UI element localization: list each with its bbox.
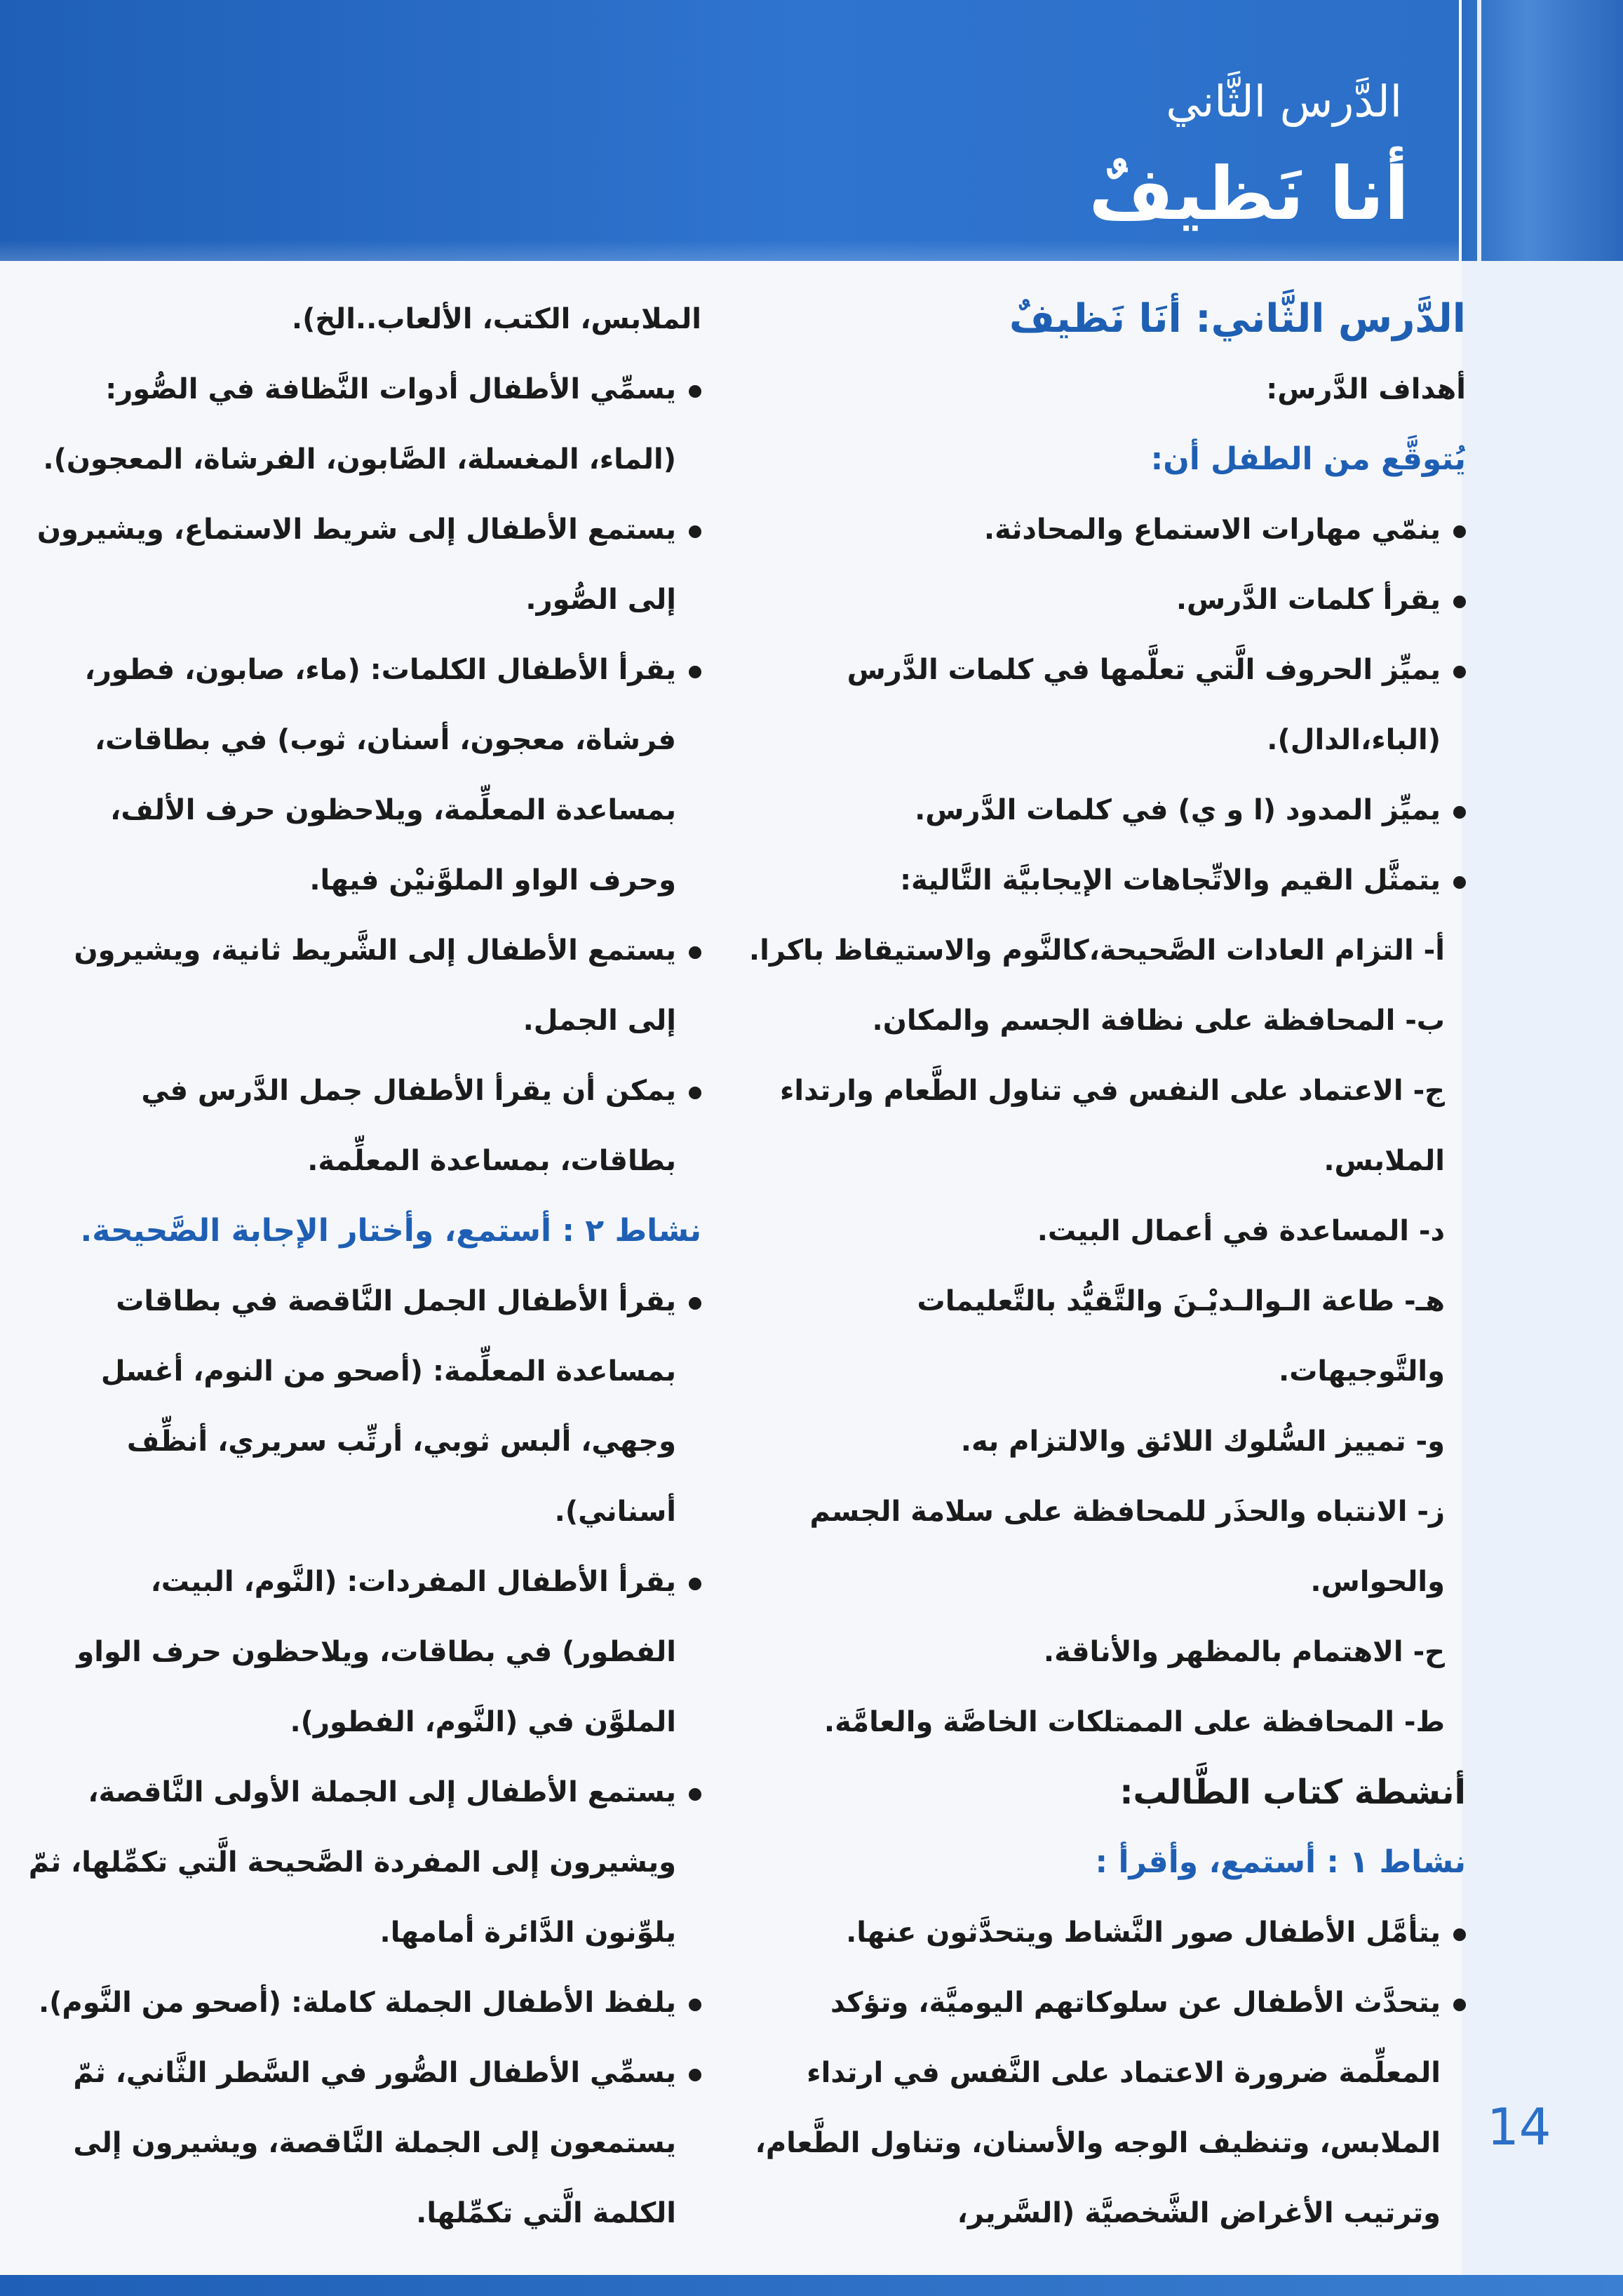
- header-side-strip: [1459, 0, 1623, 261]
- value-item: ح- الاهتمام بالمظهر والأناقة.: [1043, 1636, 1445, 1668]
- right-column: [743, 284, 1466, 2248]
- objective-item: يميِّز المدود (ا و ي) في كلمات الدَّرس.: [743, 775, 1466, 845]
- activity1-item: يمكن أن يقرأ الأطفال جمل الدَّرس في بطاقات، بمساعدة المعلِّمة.: [28, 1056, 701, 1196]
- activity2-item: يقرأ الأطفال الجمل النَّاقصة في بطاقات بمساعدة المعلِّمة: (أصحو من النوم، أغسل وجهي، ألبس ثوبي، أرتِّب سريري، أنظِّف أسناني).: [28, 1266, 701, 1547]
- objective-item: يتمثَّل القيم والاتِّجاهات الإيجابيَّة التَّالية:: [743, 845, 1466, 915]
- continuation-line: الملابس، الكتب، الألعاب..الخ).: [291, 303, 701, 335]
- objective-item: يميِّز الحروف الَّتي تعلَّمها في كلمات الدَّرس (الباء،الدال).: [743, 635, 1466, 775]
- bottom-bar: [0, 2275, 1623, 2296]
- activity2-item: يستمع الأطفال إلى الجملة الأولى النَّاقصة، ويشيرون إلى المفردة الصَّحيحة الَّتي تكمِّلها، ثمّ يلوِّنون الدَّائرة أمامها.: [28, 1757, 701, 1968]
- value-item: د- المساعدة في أعمال البيت.: [1037, 1215, 1445, 1247]
- value-item: و- تمييز السُّلوك اللائق والالتزام به.: [960, 1425, 1445, 1458]
- lesson-title: أنا نَظيفٌ: [1089, 151, 1409, 236]
- activity1-title: نشاط ١ : أستمع، وأقرأ :: [1095, 1844, 1466, 1880]
- activities-title: أنشطة كتاب الطَّالب:: [1119, 1773, 1466, 1812]
- objective-item: يقرأ كلمات الدَّرس.: [743, 565, 1466, 635]
- activity2-item: يلفظ الأطفال الجملة كاملة: (أصحو من النَّوم).: [28, 1968, 701, 2038]
- activity2-item: يقرأ الأطفال المفردات: (النَّوم، البيت، الفطور) في بطاقات، ويلاحظون حرف الواو الملوَّن في (النَّوم، الفطور).: [28, 1547, 701, 1757]
- value-item: هـ- طاعة الـوالـديْـنَ والتَّقيُّد بالتَّعليمات والتَّوجيهات.: [917, 1285, 1445, 1388]
- activity1-item: يتحدَّث الأطفال عن سلوكاتهم اليوميَّة، وتؤكد المعلِّمة ضرورة الاعتماد على النَّفس في ارتداء الملابس، وتنظيف الوجه والأسنان، وتناول الطَّعام، وترتيب الأغراض الشَّخصيَّة (السَّرير،: [743, 1968, 1466, 2248]
- activity1-item: يستمع الأطفال إلى الشَّريط ثانية، ويشيرون إلى الجمل.: [28, 915, 701, 1056]
- activity2-item: يسمِّي الأطفال الصُّور في السَّطر الثَّاني، ثمّ يستمعون إلى الجملة النَّاقصة، ويشيرون إلى الكلمة الَّتي تكمِّلها.: [28, 2038, 701, 2248]
- activity1-item: يسمِّي الأطفال أدوات النَّظافة في الصُّور: (الماء، المغسلة، الصَّابون، الفرشاة، المعجون).: [28, 354, 701, 495]
- objective-item: ينمّي مهارات الاستماع والمحادثة.: [743, 495, 1466, 565]
- right-margin-sidebar: [1462, 261, 1623, 2296]
- value-item: أ- التزام العادات الصَّحيحة،كالنَّوم والاستيقاظ باكرا.: [748, 934, 1445, 967]
- activity2-title: نشاط ٢ : أستمع، وأختار الإجابة الصَّحيحة.: [80, 1213, 701, 1249]
- value-item: ج- الاعتماد على النفس في تناول الطَّعام وارتداء الملابس.: [779, 1075, 1445, 1177]
- value-item: ط- المحافظة على الممتلكات الخاصَّة والعامَّة.: [823, 1706, 1445, 1738]
- lesson-label: الدَّرس الثَّاني: [1166, 76, 1402, 127]
- section-heading: الدَّرس الثَّاني: أنَا نَظيفٌ: [1009, 296, 1466, 342]
- value-item: ز- الانتباه والحذَر للمحافظة على سلامة الجسم والحواس.: [809, 1496, 1445, 1598]
- page-number: 14: [1487, 2097, 1551, 2156]
- objectives-title: أهداف الدَّرس:: [1266, 373, 1466, 405]
- left-column: [28, 284, 701, 2248]
- expect-title: يُتوقَّع من الطفل أن:: [1150, 441, 1466, 477]
- activity1-item: يقرأ الأطفال الكلمات: (ماء، صابون، فطور، فرشاة، معجون، أسنان، ثوب) في بطاقات، بمساعدة المعلِّمة، ويلاحظون حرف الألف، وحرف الواو الملوَّنيْن فيها.: [28, 635, 701, 915]
- activity1-item: يستمع الأطفال إلى شريط الاستماع، ويشيرون إلى الصُّور.: [28, 495, 701, 635]
- activity1-item: يتأمَّل الأطفال صور النَّشاط ويتحدَّثون عنها.: [743, 1898, 1466, 1968]
- value-item: ب- المحافظة على نظافة الجسم والمكان.: [872, 1005, 1445, 1037]
